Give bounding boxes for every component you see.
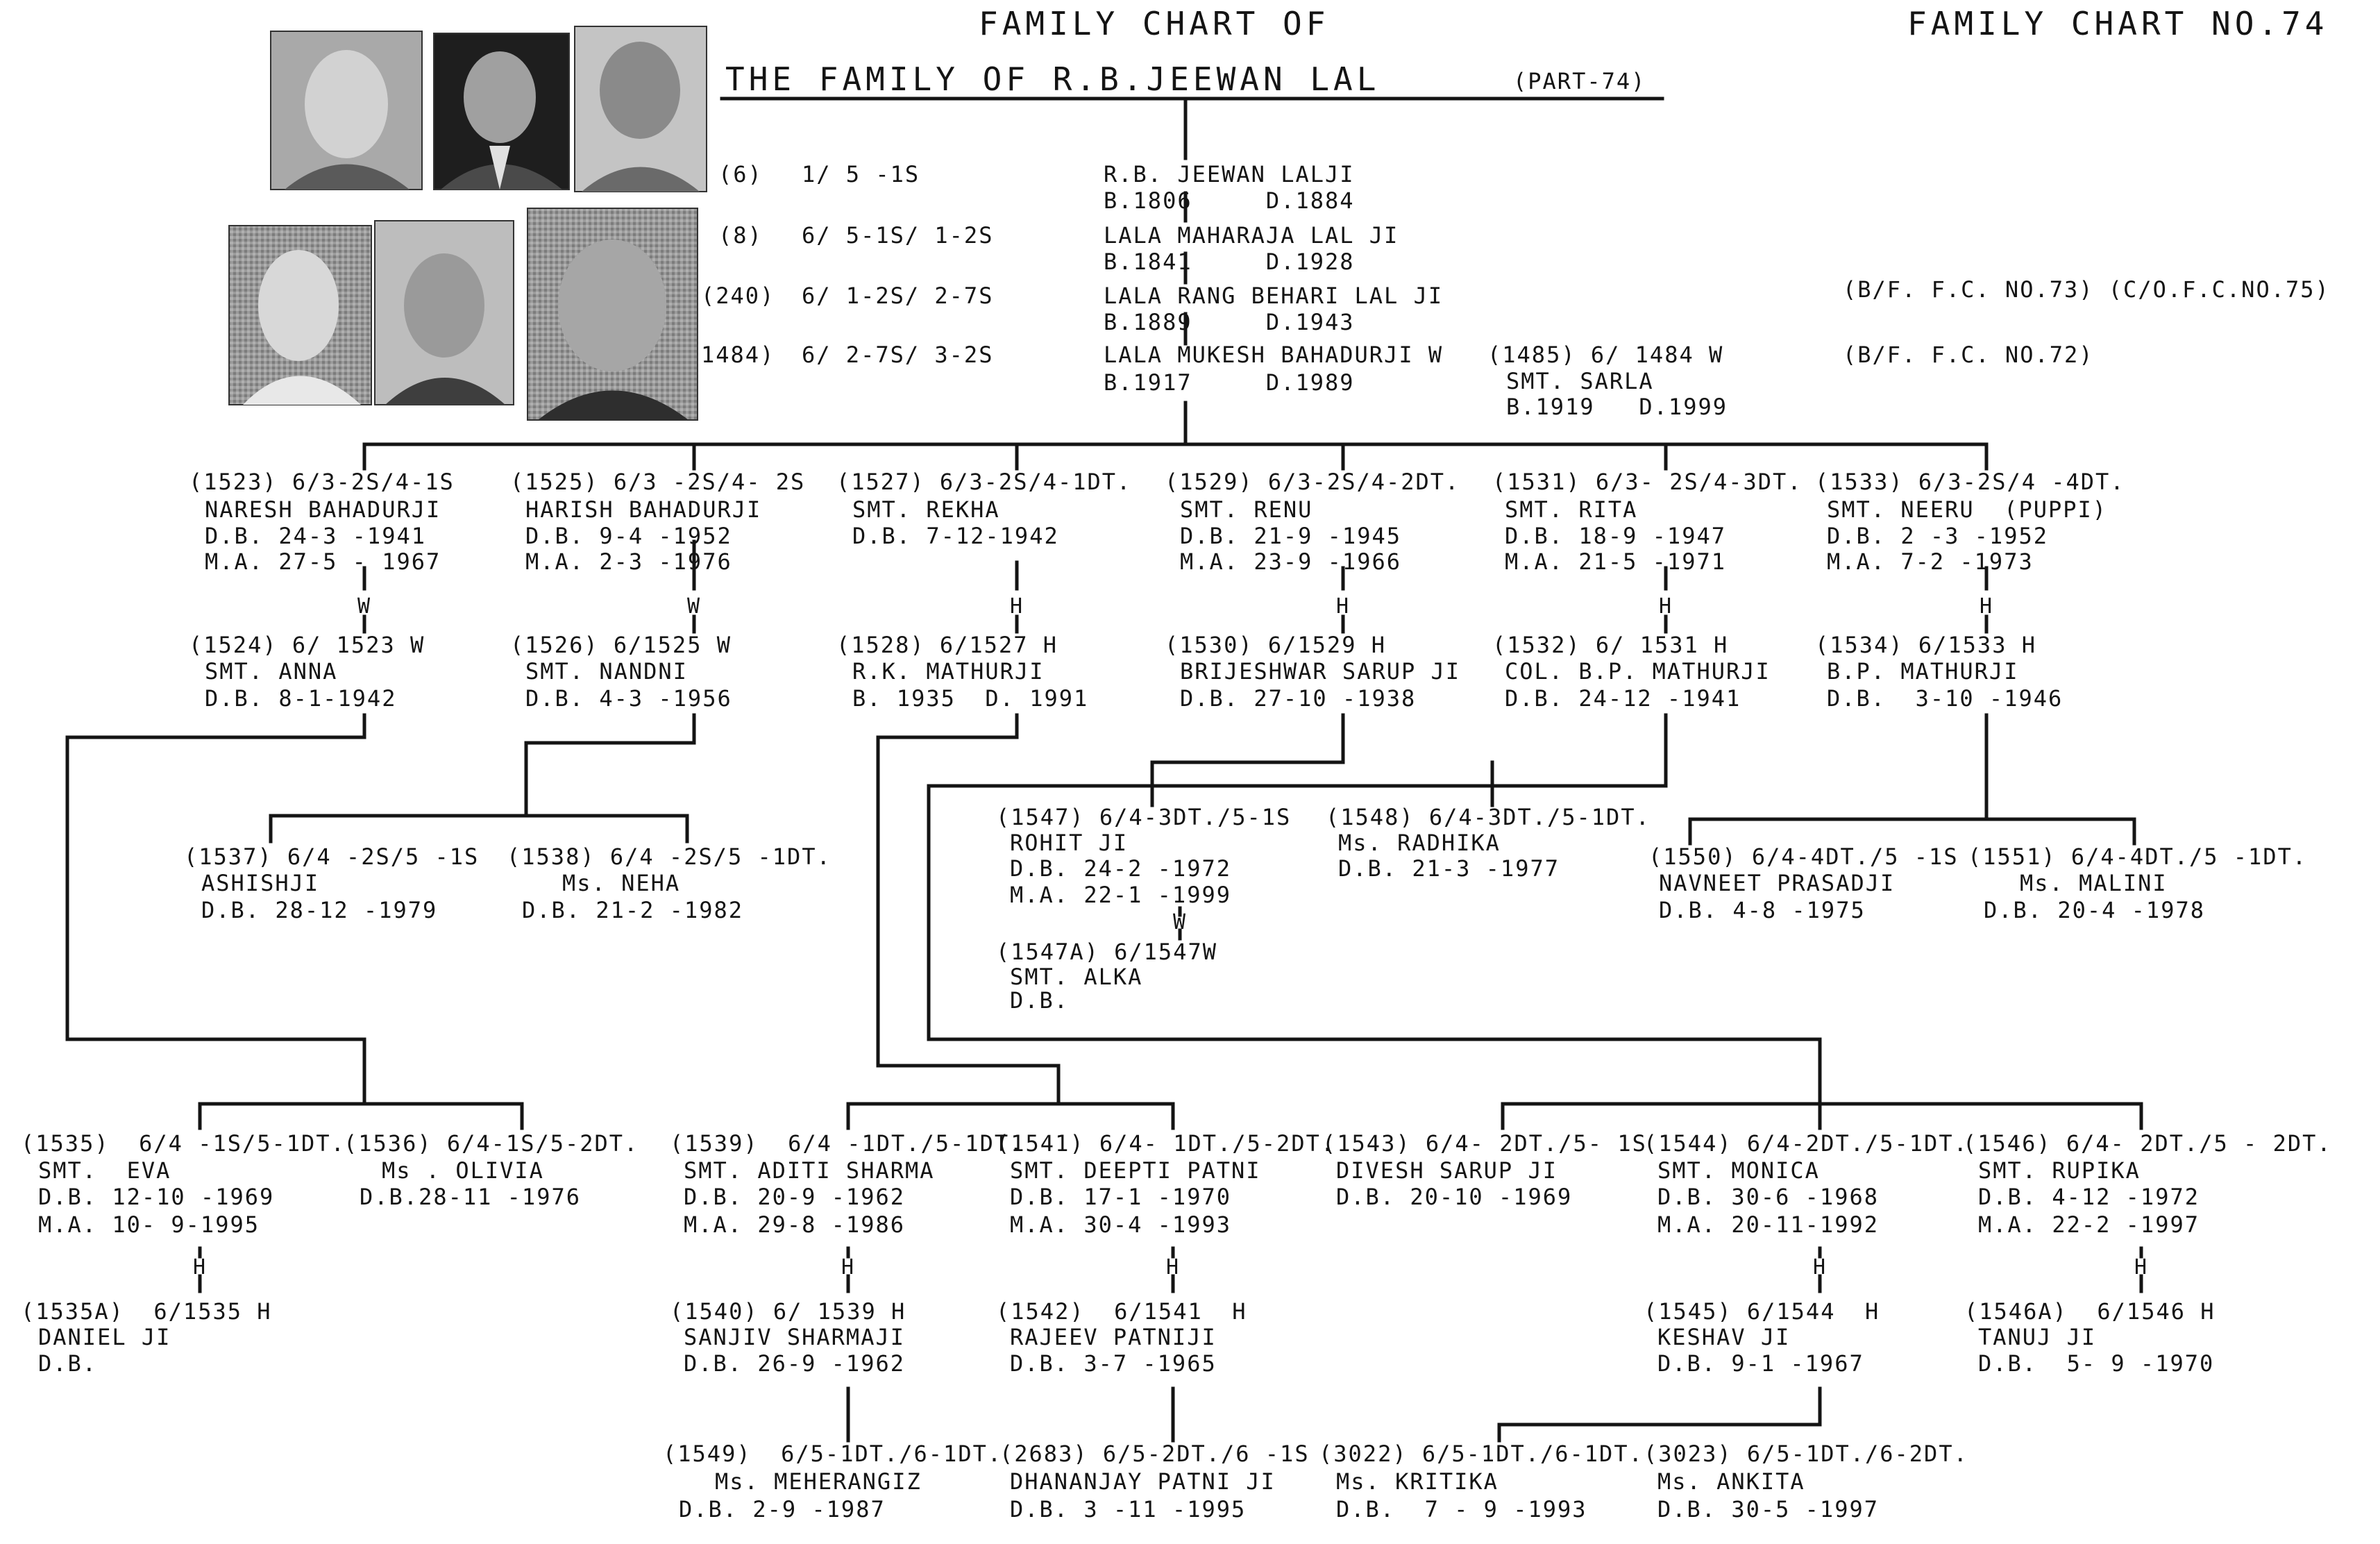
chart-number: FAMILY CHART NO.74 [1907, 5, 2329, 42]
portrait-photo [528, 208, 698, 420]
node-name: NAVNEET PRASADJI [1659, 870, 1896, 896]
node-birth: D.B. [38, 1350, 98, 1377]
node-birth: D.B. 5- 9 -1970 [1978, 1350, 2215, 1377]
ref-number: (8) [718, 222, 763, 249]
person-name: LALA RANG BEHARI LAL JI [1104, 283, 1444, 309]
portrait-photo [375, 221, 514, 405]
node-marriage: M.A. 30-4 -1993 [1010, 1211, 1231, 1238]
person-node [996, 804, 1291, 934]
node-marriage: M.A. 21-5 -1971 [1505, 548, 1726, 575]
node-name: ASHISHJI [201, 870, 320, 896]
node-name: KESHAV JI [1657, 1324, 1791, 1350]
node-id: (1539) 6/4 -1DT./5-1DT. [670, 1130, 1024, 1157]
person-node [1326, 804, 1651, 882]
lineage-code: 6/ 5-1S/ 1-2S [802, 222, 994, 249]
person-dates: B.1841 D.1928 [1104, 249, 1355, 275]
node-name: SMT. NEERU (PUPPI) [1827, 496, 2108, 523]
node-birth: D.B. 27-10 -1938 [1180, 685, 1417, 712]
node-id: (1531) 6/3- 2S/4-3DT. [1492, 469, 1803, 495]
node-marriage: M.A. 10- 9-1995 [38, 1211, 260, 1238]
person-name: SMT. SARLA [1506, 368, 1654, 394]
node-name: TANUJ JI [1978, 1324, 2097, 1350]
node-birth: D.B. 7 - 9 -1993 [1336, 1496, 1587, 1522]
node-birth: D.B. 3 -11 -1995 [1010, 1496, 1247, 1522]
spouse-1485 [1487, 342, 1728, 420]
person-node [663, 1441, 1002, 1522]
node-birth: D.B. 30-5 -1997 [1657, 1496, 1879, 1522]
node-birth: D.B. 21-9 -1945 [1180, 523, 1401, 549]
person-dates: B.1919 D.1999 [1506, 394, 1728, 420]
spouse-node [1964, 1298, 2216, 1377]
person-node [836, 469, 1131, 619]
part-label: (PART-74) [1513, 68, 1646, 94]
node-id: (1548) 6/4-3DT./5-1DT. [1326, 804, 1651, 830]
node-name: SMT. EVA [38, 1157, 171, 1184]
relation-marker: W [687, 594, 700, 619]
node-id: (1547A) 6/1547W [996, 939, 1217, 965]
person-node [21, 1130, 346, 1279]
person-node [1648, 844, 1959, 923]
lineage-code: 6/ 2-7S/ 3-2S [802, 342, 994, 368]
relation-marker: W [357, 594, 371, 619]
node-name: Ms. MALINI [2020, 870, 2168, 896]
person-dates: B.1917 D.1989 [1104, 369, 1355, 396]
node-marriage: M.A. 2-3 -1976 [525, 548, 732, 575]
node-name: Ms. MEHERANGIZ [715, 1468, 922, 1495]
ref-number: (240) [701, 283, 775, 309]
node-marriage: M.A. 7-2 -1973 [1827, 548, 2034, 575]
portrait-photo [229, 226, 371, 405]
person-node [1322, 1130, 1647, 1210]
lineage-code: 6/ 1-2S/ 2-7S [802, 283, 994, 309]
node-id: (1527) 6/3-2S/4-1DT. [836, 469, 1132, 495]
lineage-code: 1/ 5 -1S [802, 161, 920, 187]
node-marriage: M.A. 29-8 -1986 [684, 1211, 905, 1238]
node-id: (1537) 6/4 -2S/5 -1S [184, 844, 480, 870]
spouse-node [510, 632, 732, 712]
relation-marker: H [1166, 1255, 1179, 1279]
node-id: (1549) 6/5-1DT./6-1DT. [663, 1441, 1003, 1467]
node-name: COL. B.P. MATHURJI [1505, 658, 1771, 685]
person-node [1644, 1130, 1968, 1279]
photos [229, 26, 707, 420]
node-marriage: M.A. 23-9 -1966 [1180, 548, 1401, 575]
person-node [1319, 1441, 1644, 1522]
node-birth: D.B. 12-10 -1969 [38, 1184, 275, 1210]
node-id: (1530) 6/1529 H [1165, 632, 1386, 658]
node-name: SMT. ANNA [205, 658, 338, 685]
node-name: Ms. NEHA [562, 870, 681, 896]
person-node [1963, 1130, 2332, 1279]
node-id: (1540) 6/ 1539 H [670, 1298, 906, 1325]
person-node [1492, 469, 1803, 619]
node-birth: D.B. 26-9 -1962 [684, 1350, 905, 1377]
node-id: (1524) 6/ 1523 W [189, 632, 425, 658]
relation-marker: H [1010, 594, 1023, 619]
person-node [1165, 469, 1460, 619]
node-name: Ms. RADHIKA [1338, 830, 1501, 856]
node-name: SMT. ALKA [1010, 964, 1143, 990]
node-name: NARESH BAHADURJI [205, 496, 441, 523]
spouse-node [996, 1298, 1247, 1377]
node-id: (1547) 6/4-3DT./5-1S [996, 804, 1292, 830]
node-birth: D.B. 9-1 -1967 [1657, 1350, 1864, 1377]
node-id: (2683) 6/5-2DT./6 -1S [999, 1441, 1310, 1467]
node-birth: D.B. 20-4 -1978 [1984, 897, 2205, 923]
node-name: Ms. KRITIKA [1336, 1468, 1499, 1495]
node-id: (1536) 6/4-1S/5-2DT. [344, 1130, 639, 1157]
node-birth: D.B. 28-12 -1979 [201, 897, 438, 923]
relation-marker: H [1336, 594, 1349, 619]
node-birth: D.B. 2-9 -1987 [679, 1496, 886, 1522]
node-name: SMT. DEEPTI PATNI [1010, 1157, 1261, 1184]
node-name: BRIJESHWAR SARUP JI [1180, 658, 1461, 685]
spouse-node [1644, 1298, 1880, 1377]
node-birth: D.B. 7-12-1942 [852, 523, 1059, 549]
relation-marker: H [1659, 594, 1672, 619]
person-name: LALA MAHARAJA LAL JI [1104, 222, 1399, 249]
person-node [670, 1130, 1024, 1279]
lineage-row [701, 342, 1443, 396]
ref-number: (1485) 6/ 1484 W [1487, 342, 1724, 368]
node-id: (1546A) 6/1546 H [1964, 1298, 2216, 1325]
person-node [507, 844, 832, 923]
node-birth: D.B. 8-1-1942 [205, 685, 397, 712]
person-node [999, 1441, 1310, 1522]
node-id: (1550) 6/4-4DT./5 -1S [1648, 844, 1959, 870]
node-id: (1545) 6/1544 H [1644, 1298, 1880, 1325]
node-name: DANIEL JI [38, 1324, 171, 1350]
person-name: R.B. JEEWAN LALJI [1104, 161, 1355, 187]
portrait-photo [434, 33, 569, 190]
node-birth: D.B. 18-9 -1947 [1505, 523, 1726, 549]
person-node [189, 469, 455, 619]
person-node [510, 469, 805, 619]
relation-marker: H [193, 1255, 206, 1279]
node-id: (1535) 6/4 -1S/5-1DT. [21, 1130, 346, 1157]
node-birth: D.B. 2 -3 -1952 [1827, 523, 2048, 549]
node-birth: D.B. 17-1 -1970 [1010, 1184, 1231, 1210]
node-id: (1543) 6/4- 2DT./5- 1S [1322, 1130, 1647, 1157]
node-birth: D.B. 4-3 -1956 [525, 685, 732, 712]
node-birth: D.B. 4-12 -1972 [1978, 1184, 2200, 1210]
spouse-node [1815, 632, 2063, 712]
portrait-photo [271, 31, 422, 190]
person-node [344, 1130, 639, 1210]
lineage-row [718, 161, 1355, 214]
node-id: (1551) 6/4-4DT./5 -1DT. [1968, 844, 2308, 870]
node-name: Ms. ANKITA [1657, 1468, 1805, 1495]
relation-marker: W [1173, 910, 1186, 934]
node-id: (1528) 6/1527 H [836, 632, 1058, 658]
person-node [996, 1130, 1335, 1279]
node-birth: D.B. 24-12 -1941 [1505, 685, 1741, 712]
person-node [1968, 844, 2307, 923]
node-id: (3022) 6/5-1DT./6-1DT. [1319, 1441, 1644, 1467]
node-marriage: M.A. 22-2 -1997 [1978, 1211, 2200, 1238]
relation-marker: H [2134, 1255, 2147, 1279]
relation-marker: H [841, 1255, 854, 1279]
node-marriage: M.A. 22-1 -1999 [1010, 882, 1231, 908]
person-node [184, 844, 479, 923]
person-node [1644, 1441, 1968, 1522]
person-dates: B.1889 D.1943 [1104, 309, 1355, 335]
node-name: B.P. MATHURJI [1827, 658, 2019, 685]
node-marriage: M.A. 20-11-1992 [1657, 1211, 1879, 1238]
node-name: SMT. RUPIKA [1978, 1157, 2141, 1184]
node-birth: D.B. 24-3 -1941 [205, 523, 426, 549]
node-name: R.K. MATHURJI [852, 658, 1045, 685]
spouse-node [1165, 632, 1460, 712]
node-id: (1533) 6/3-2S/4 -4DT. [1815, 469, 2125, 495]
spouse-node [996, 939, 1217, 1014]
node-id: (1532) 6/ 1531 H [1492, 632, 1729, 658]
node-name: SMT. NANDNI [525, 658, 688, 685]
node-birth: D.B. 3-10 -1946 [1827, 685, 2063, 712]
spouse-node [1492, 632, 1771, 712]
portrait-photo [575, 26, 707, 192]
spouse-node [21, 1298, 272, 1377]
node-birth: D.B. 21-2 -1982 [522, 897, 743, 923]
node-birth: D.B. 21-3 -1977 [1338, 855, 1560, 882]
node-birth: B. 1935 D. 1991 [852, 685, 1089, 712]
lineage-row [701, 283, 1443, 335]
ref-number: (6) [718, 161, 763, 187]
node-birth: D.B. 3-7 -1965 [1010, 1350, 1217, 1377]
node-id: (3023) 6/5-1DT./6-2DT. [1644, 1441, 1968, 1467]
node-id: (1542) 6/1541 H [996, 1298, 1247, 1325]
node-id: (1541) 6/4- 1DT./5-2DT. [996, 1130, 1336, 1157]
node-id: (1544) 6/4-2DT./5-1DT. [1644, 1130, 1968, 1157]
node-birth: D.B. 20-9 -1962 [684, 1184, 905, 1210]
node-birth: D.B.28-11 -1976 [360, 1184, 581, 1210]
node-id: (1534) 6/1533 H [1815, 632, 2036, 658]
node-birth: D.B. 4-8 -1975 [1659, 897, 1866, 923]
chart-title-line2: THE FAMILY OF R.B.JEEWAN LAL [725, 60, 1381, 98]
chart-title-line1: FAMILY CHART OF [979, 5, 1330, 42]
node-birth: D.B. 20-10 -1969 [1336, 1184, 1573, 1210]
relation-marker: H [1813, 1255, 1826, 1279]
node-name: RAJEEV PATNIJI [1010, 1324, 1217, 1350]
node-name: SMT. RENU [1180, 496, 1313, 523]
node-id: (1523) 6/3-2S/4-1S [189, 469, 455, 495]
relation-marker: H [1980, 594, 1993, 619]
node-id: (1546) 6/4- 2DT./5 - 2DT. [1963, 1130, 2332, 1157]
node-birth: D.B. [1010, 987, 1070, 1014]
person-dates: B.1806 D.1884 [1104, 187, 1355, 214]
node-name: SANJIV SHARMAJI [684, 1324, 905, 1350]
person-node [1815, 469, 2125, 619]
node-name: HARISH BAHADURJI [525, 496, 762, 523]
cross-reference: (B/F. F.C. NO.73) (C/O.F.C.NO.75) [1843, 276, 2330, 303]
node-name: Ms . OLIVIA [382, 1157, 544, 1184]
node-name: SMT. ADITI SHARMA [684, 1157, 935, 1184]
node-name: SMT. RITA [1505, 496, 1638, 523]
node-name: ROHIT JI [1010, 830, 1129, 856]
node-name: SMT. REKHA [852, 496, 1000, 523]
ref-number: 1484) [701, 342, 775, 368]
node-marriage: M.A. 27-5 - 1967 [205, 548, 441, 575]
spouse-node [836, 632, 1088, 712]
node-name: DIVESH SARUP JI [1336, 1157, 1558, 1184]
spouse-node [670, 1298, 906, 1377]
node-birth: D.B. 24-2 -1972 [1010, 855, 1231, 882]
node-birth: D.B. 30-6 -1968 [1657, 1184, 1879, 1210]
node-id: (1525) 6/3 -2S/4- 2S [510, 469, 806, 495]
node-id: (1529) 6/3-2S/4-2DT. [1165, 469, 1460, 495]
person-name: LALA MUKESH BAHADURJI W [1104, 342, 1444, 368]
node-id: (1526) 6/1525 W [510, 632, 732, 658]
spouse-node [189, 632, 425, 712]
lineage-row [718, 222, 1399, 275]
cross-reference: (B/F. F.C. NO.72) [1843, 342, 2094, 368]
node-birth: D.B. 9-4 -1952 [525, 523, 732, 549]
node-id: (1535A) 6/1535 H [21, 1298, 272, 1325]
node-name: DHANANJAY PATNI JI [1010, 1468, 1276, 1495]
node-id: (1538) 6/4 -2S/5 -1DT. [507, 844, 832, 870]
node-name: SMT. MONICA [1657, 1157, 1820, 1184]
